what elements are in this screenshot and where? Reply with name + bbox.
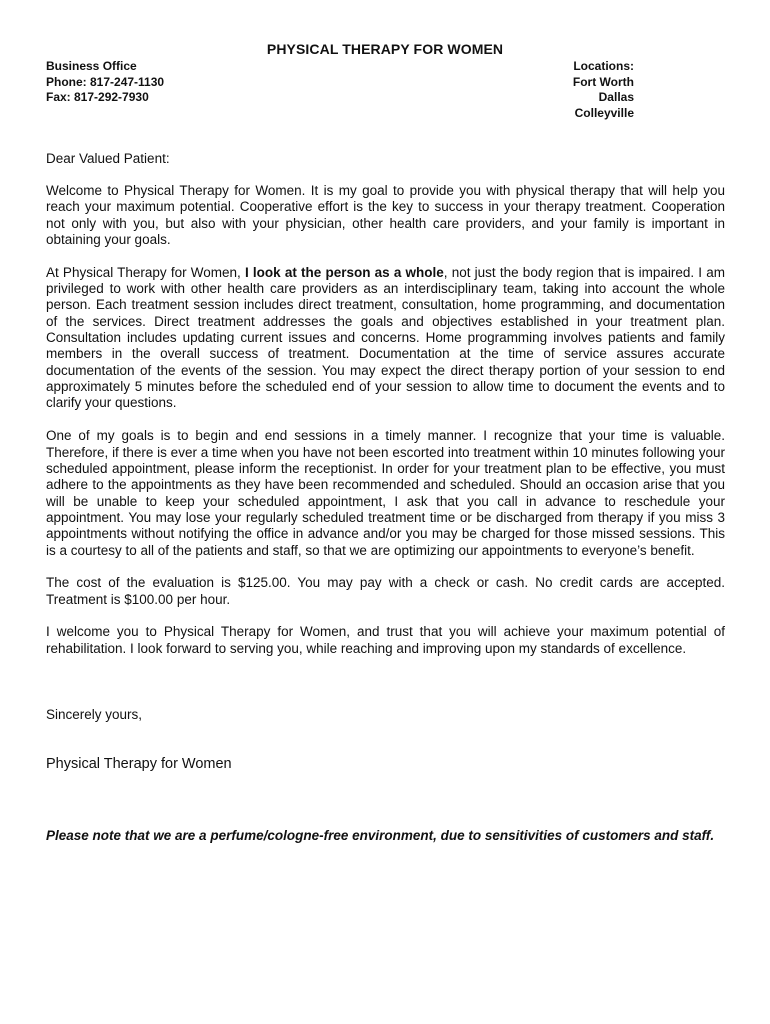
office-name: Business Office [46,59,137,73]
business-office-block [46,59,164,106]
signature: Physical Therapy for Women [46,756,232,772]
paragraph-cost: The cost of the evaluation is $125.00. You may pay with a check or cash. No credit cards are accepted. Treatment is $100.00 per hour. [46,575,725,607]
fragrance-free-note: Please note that we are a perfume/cologne-free environment, due to sensitivities of customers and staff. [46,828,715,843]
locations-heading: Locations: [573,59,634,73]
location-colleyville: Colleyville [574,105,634,120]
paragraph-closing-remarks: I welcome you to Physical Therapy for Women, and trust that you will achieve your maximum potential of rehabilitation. I look forward to serving you, while reaching and improving upon my standards of excellence. [46,624,725,656]
paragraph-whole-person [46,265,725,412]
whole-person-emphasis: I look at the person as a whole [244,264,444,280]
closing: Sincerely yours, [46,707,143,722]
paragraph-timely-sessions: One of my goals is to begin and end sessions in a timely manner. I recognize that your time is valuable. Therefore, if there is ever a time when you have not been escorted into treatment within 10 minutes following your scheduled appointment, please inform the receptionist. In order for your treatment plan to be effective, you must adhere to the appointments as they have been recommended and scheduled. Should an occasion arise that you will be unable to keep your scheduled appointment, I ask that you call in advance to reschedule your appointment. You may lose your regularly scheduled treatment time or be discharged from therapy if you miss 3 appointments without notifying the office in advance and/or you may be charged for those missed sessions. This is a courtesy to all of the patients and staff, so that we are optimizing our appointments to everyone’s benefit. [46,428,725,558]
location-dallas: Dallas [598,90,634,104]
office-phone: Phone: 817-247-1130 [46,74,165,89]
salutation: Dear Valued Patient: [46,151,170,166]
page-title: PHYSICAL THERAPY FOR WOMEN [266,41,504,57]
paragraph-whole-person-intro: At Physical Therapy for Women, [46,264,245,280]
letter-body [46,183,725,673]
location-fort-worth: Fort Worth [572,74,634,89]
paragraph-welcome: Welcome to Physical Therapy for Women. It is my goal to provide you with physical therapy that will help you reach your maximum potential. Cooperative effort is the key to success in your therapy treatment. Cooperation not only with you, but also with your physician, other health care providers, and your family is important in obtaining your goals. [46,183,725,248]
office-fax: Fax: 817-292-7930 [46,90,149,104]
paragraph-whole-person-rest: , not just the body region that is impaired. I am privileged to work with other health care providers as an interdisciplinary team, taking into account the whole person. Each treatment session includes direct treatment, consultation, home programming, and documentation of the services. Direct treatment addresses the goals and objectives established in your treatment plan. Consultation includes updating current issues and concerns. Home programming involves patients and family members in the overall success of treatment. Documentation at the time of service assures accurate documentation of the events of the session. You may expect the direct therapy portion of your session to end approximately 5 minutes before the scheduled end of your session to allow time to document the events and to clarify your questions. [46,264,725,411]
locations-block [573,59,634,121]
